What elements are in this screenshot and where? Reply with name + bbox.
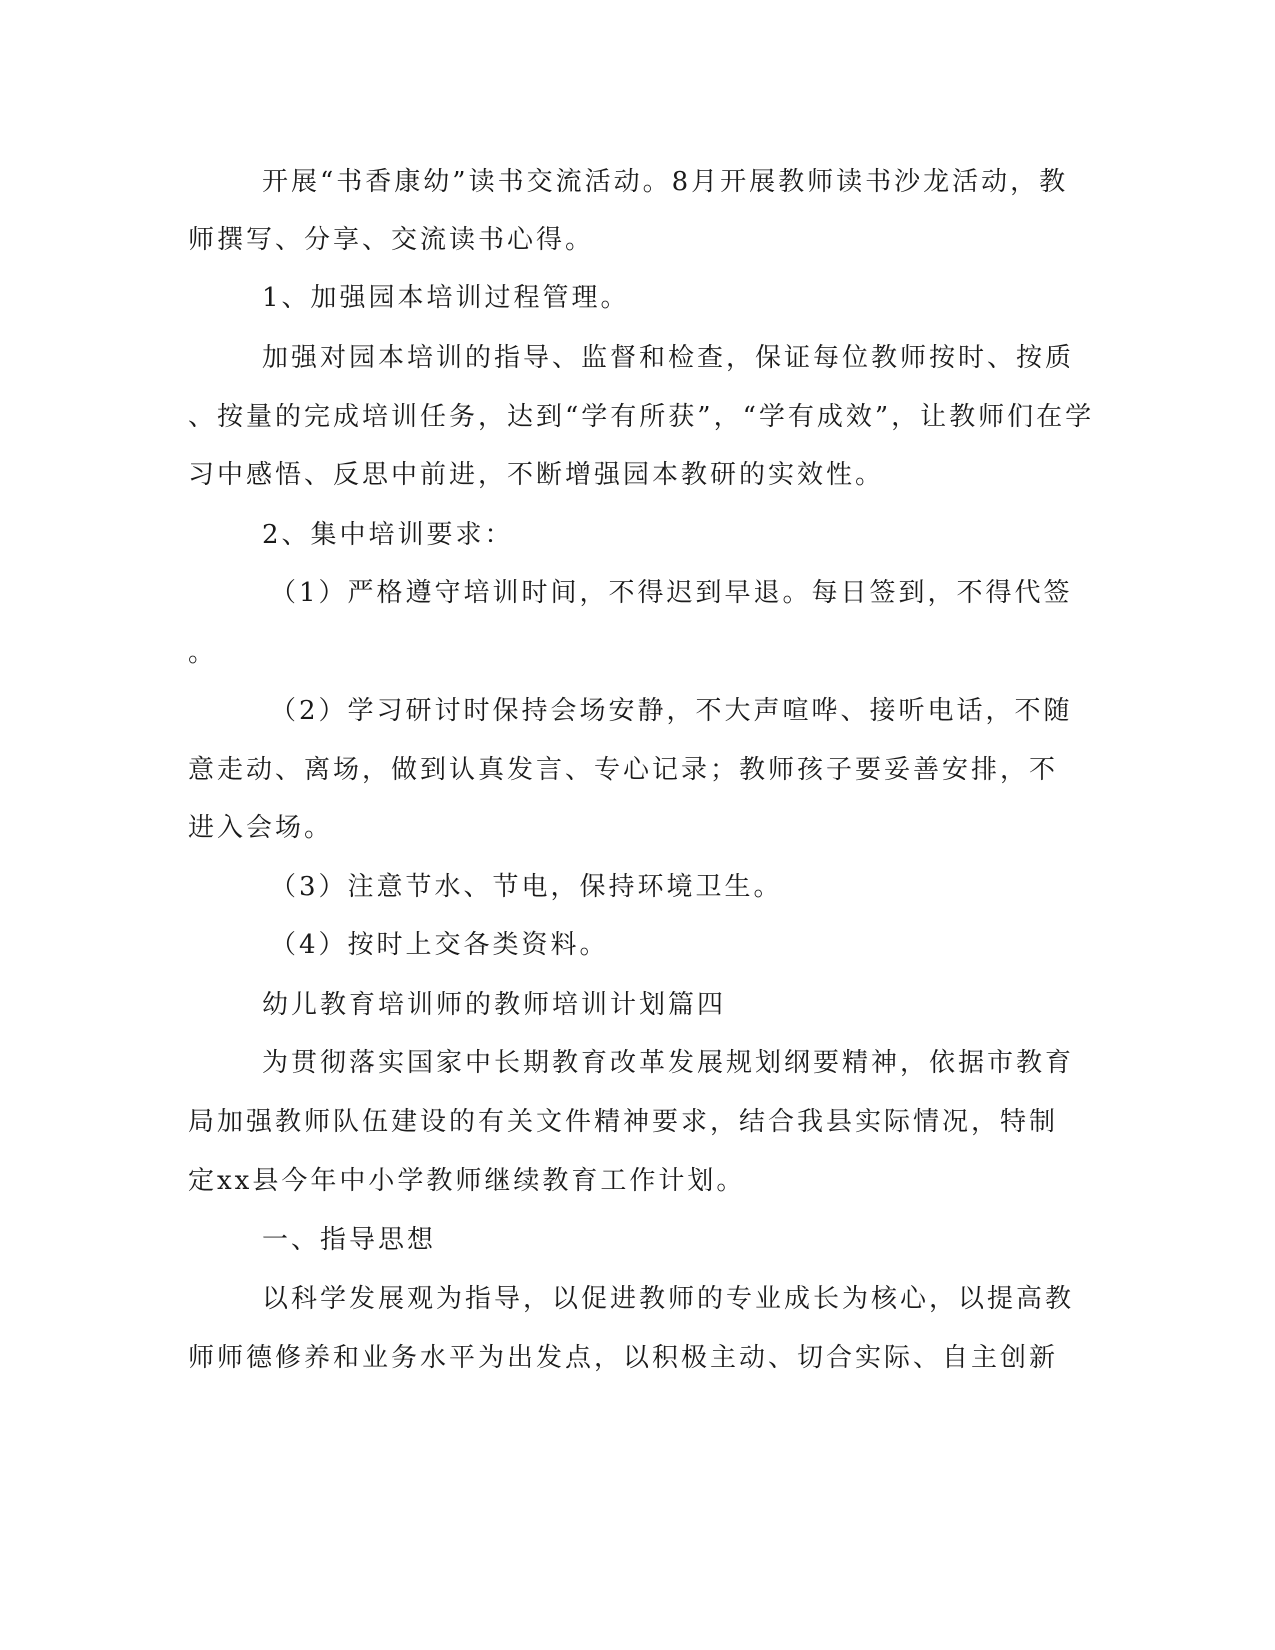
paragraph-guiding-line-2: [0, 1336, 1275, 1380]
heading-item-1: [0, 276, 1275, 320]
requirement-3: [0, 865, 1275, 909]
requirement-1-line-1: [0, 571, 1275, 615]
text-line: 加强对园本培训的指导、监督和检查，保证每位教师按时、按质: [262, 343, 1075, 373]
text-line: 开展“书香康幼”读书交流活动。8月开展教师读书沙龙活动，教: [262, 167, 1069, 197]
requirement-2-line-1: [0, 689, 1275, 733]
text-line: 、按量的完成培训任务，达到“学有所获”，“学有成效”，让教师们在学: [188, 402, 1095, 432]
paragraph-supervision-line-3: [0, 453, 1275, 497]
paragraph-supervision-line-1: [0, 336, 1275, 380]
requirement-2-line-3: [0, 806, 1275, 850]
text-line: 一、指导思想: [262, 1225, 437, 1255]
text-line: 幼儿教育培训师的教师培训计划篇四: [262, 990, 727, 1020]
paragraph-reading-activity-line-1: [0, 160, 1275, 204]
heading-item-2: [0, 513, 1275, 557]
paragraph-intro-line-1: [0, 1041, 1275, 1085]
paragraph-guiding-line-1: [0, 1277, 1275, 1321]
requirement-2-line-2: [0, 748, 1275, 792]
paragraph-reading-activity-line-2: [0, 218, 1275, 262]
text-line: 。: [188, 638, 218, 668]
text-line: 2、集中培训要求：: [262, 520, 514, 550]
text-line: 为贯彻落实国家中长期教育改革发展规划纲要精神，依据市教育: [262, 1048, 1075, 1078]
text-line: 师撰写、分享、交流读书心得。: [188, 225, 595, 255]
text-line: （4）按时上交各类资料。: [270, 930, 609, 960]
heading-guiding-thought: [0, 1218, 1275, 1262]
text-line: （3）注意节水、节电，保持环境卫生。: [270, 872, 783, 902]
requirement-4: [0, 923, 1275, 967]
text-line: （2）学习研讨时保持会场安静，不大声喧哗、接听电话，不随: [270, 696, 1073, 726]
paragraph-intro-line-3: [0, 1159, 1275, 1203]
text-line: 师师德修养和业务水平为出发点，以积极主动、切合实际、自主创新: [188, 1343, 1059, 1373]
text-line: 习中感悟、反思中前进，不断增强园本教研的实效性。: [188, 460, 885, 490]
text-line: 以科学发展观为指导，以促进教师的专业成长为核心，以提高教: [262, 1284, 1075, 1314]
text-line: 1、加强园本培训过程管理。: [262, 283, 630, 313]
section-title: [0, 983, 1275, 1027]
paragraph-intro-line-2: [0, 1100, 1275, 1144]
text-line: （1）严格遵守培训时间，不得迟到早退。每日签到，不得代签: [270, 578, 1073, 608]
text-line: 进入会场。: [188, 813, 334, 843]
requirement-1-line-2: [0, 631, 1275, 675]
text-line: 局加强教师队伍建设的有关文件精神要求，结合我县实际情况，特制: [188, 1107, 1059, 1137]
paragraph-supervision-line-2: [0, 395, 1275, 439]
text-line: 意走动、离场，做到认真发言、专心记录；教师孩子要妥善安排，不: [188, 755, 1059, 785]
text-line: 定xx县今年中小学教师继续教育工作计划。: [188, 1166, 746, 1196]
